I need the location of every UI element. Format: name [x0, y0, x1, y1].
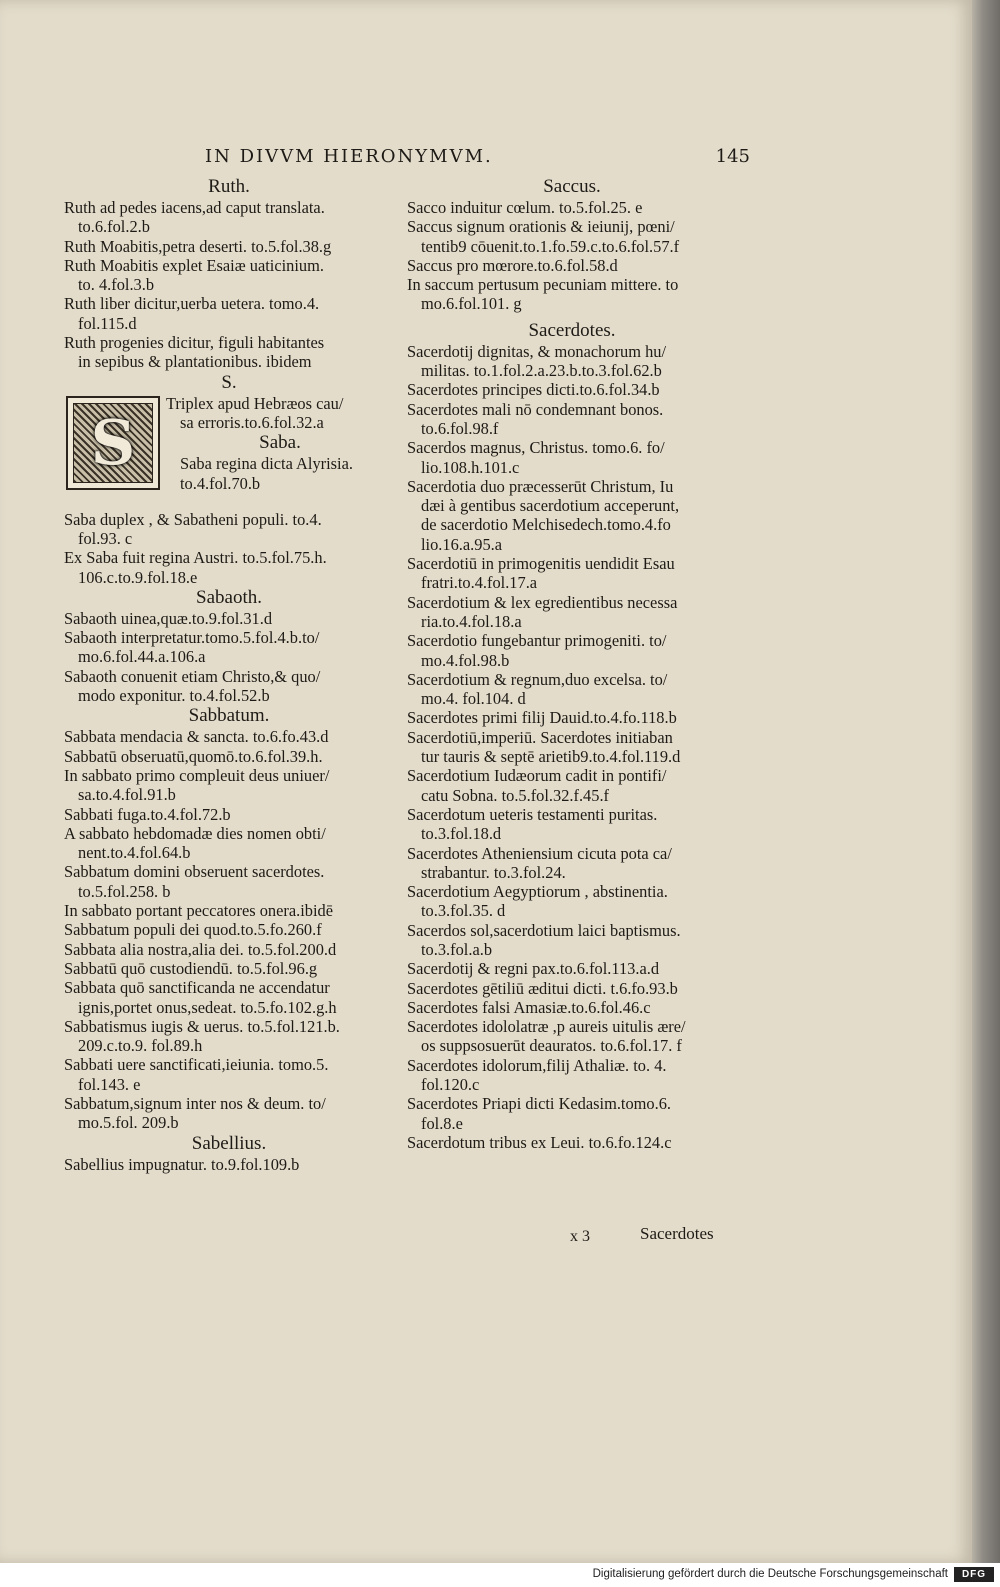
entry-continuation: fol.93. c — [78, 528, 133, 548]
entry-continuation: strabantur. to.3.fol.24. — [421, 862, 566, 882]
entry-line: Ruth progenies dicitur, figuli habitantes — [64, 333, 325, 353]
entry-line: Sacerdotes idololatræ ,p aureis uitulis ære/ — [407, 1017, 686, 1037]
index-entry — [64, 824, 394, 863]
index-entry — [407, 275, 737, 314]
index-entry — [407, 593, 737, 632]
entry-line: Sabbatū obseruatū,quomō.to.6.fol.39.h. — [64, 746, 323, 766]
entry-continuation: to.3.fol.18.d — [421, 824, 502, 844]
index-entry — [64, 294, 394, 333]
entry-continuation: lio.108.h.101.c — [421, 457, 520, 477]
drop-initial-text — [166, 394, 394, 493]
entries-saccus — [407, 198, 737, 314]
header-title: IN DIVVM HIERONYMVM. — [205, 146, 493, 167]
entry-continuation: to.3.fol.35. d — [421, 901, 506, 921]
index-entry — [407, 400, 737, 439]
entry-continuation: mo.6.fol.101. g — [421, 294, 522, 314]
entry-continuation: fratri.to.4.fol.17.a — [421, 573, 538, 593]
index-entry — [64, 940, 394, 959]
index-entry — [64, 862, 394, 901]
section-heading-saccus: Saccus. — [543, 176, 601, 197]
entries-sabbatum — [64, 727, 394, 1132]
entry-continuation: sa.to.4.fol.91.b — [78, 785, 176, 805]
entry-continuation: to. 4.fol.3.b — [78, 275, 155, 295]
entry-line: Saba duplex , & Sabatheni populi. to.4. — [64, 509, 322, 529]
decorated-initial — [66, 396, 160, 490]
index-entry — [64, 256, 394, 295]
entry-continuation: fol.8.e — [421, 1113, 463, 1133]
entry-line: Sacerdotium Iudæorum cadit in pontifi/ — [407, 766, 667, 786]
section-heading-sabbatum: Sabbatum. — [188, 705, 270, 727]
entry-line: Sabbatismus iugis & uerus. to.5.fol.121.b. — [64, 1016, 340, 1036]
index-entry — [407, 728, 737, 767]
entry-continuation: mo.4.fol.98.b — [421, 650, 510, 670]
section-heading-sacerdotes: Sacerdotes. — [528, 319, 616, 341]
index-entry — [407, 670, 737, 709]
index-entry — [407, 766, 737, 805]
index-entry — [407, 477, 737, 554]
entry-line: Ruth Moabitis explet Esaiæ uaticinium. — [64, 255, 324, 275]
entry-line: Sabaoth conuenit etiam Christo,& quo/ — [64, 666, 321, 686]
index-entry — [407, 882, 737, 921]
entry-line: Sabbata quō sanctificanda ne accendatur — [64, 978, 330, 998]
entry-line: Sacerdotum tribus ex Leui. to.6.fo.124.c — [407, 1132, 672, 1152]
entry-continuation: os suppsosuerūt deauratos. to.6.fol.17. f — [421, 1036, 682, 1056]
catchword: Sacerdotes — [640, 1224, 714, 1243]
dfg-logo: DFG — [954, 1567, 994, 1582]
entry-line: A sabbato hebdomadæ dies nomen obti/ — [64, 823, 326, 843]
entry-line: Sacerdotium & lex egredientibus necessa — [407, 592, 678, 612]
entry-continuation: lio.16.a.95.a — [421, 534, 503, 554]
index-entry — [407, 256, 737, 275]
section-heading-saba: Saba. — [259, 432, 301, 454]
entry-line: Ruth ad pedes iacens,ad caput translata. — [64, 198, 325, 217]
index-entry — [407, 198, 737, 217]
entry-line: Sabbatum domini obseruent sacerdotes. — [64, 862, 325, 882]
index-entry — [64, 667, 394, 706]
entry-continuation: to.6.fol.2.b — [78, 217, 150, 237]
index-entry — [407, 805, 737, 844]
entry-continuation: fol.120.c — [421, 1075, 480, 1095]
right-column — [407, 176, 737, 1152]
entry-line: Sacerdotium & regnum,duo excelsa. to/ — [407, 669, 668, 689]
entry-line: Sacerdos sol,sacerdotium laici baptismus. — [407, 920, 681, 940]
index-entry — [166, 454, 394, 493]
index-entry — [64, 978, 394, 1017]
index-entry — [64, 333, 394, 372]
entry-continuation: fol.143. e — [78, 1074, 141, 1094]
entry-continuation: ria.to.4.fol.18.a — [421, 611, 522, 631]
entry-line: Triplex apud Hebræos cau/ — [166, 393, 344, 413]
index-entry — [407, 1133, 737, 1152]
index-entry — [64, 609, 394, 628]
index-entry — [64, 237, 394, 256]
index-entry — [64, 766, 394, 805]
entry-continuation: mo.6.fol.44.a.106.a — [78, 647, 206, 667]
index-entry — [407, 979, 737, 998]
entry-continuation: to.4.fol.70.b — [180, 473, 261, 493]
left-column — [64, 176, 394, 1174]
entry-line: Sacerdotes Priapi dicti Kedasim.tomo.6. — [407, 1094, 672, 1114]
index-entry — [407, 844, 737, 883]
entry-line: Saccus signum orationis & ieiunij, pœni/ — [407, 217, 675, 237]
initial-letter: S — [90, 406, 136, 480]
index-entry — [407, 217, 737, 256]
entry-line: In sabbato primo compleuit deus uniuer/ — [64, 765, 330, 785]
entry-line: Sacerdotes mali nō condemnant bonos. — [407, 399, 664, 419]
entry-line: Sacerdotij dignitas, & monachorum hu/ — [407, 341, 667, 361]
entry-line: In saccum pertusum pecuniam mittere. to — [407, 275, 679, 295]
section-heading-sabaoth: Sabaoth. — [196, 586, 262, 608]
entry-continuation: to.6.fol.98.f — [421, 418, 499, 438]
index-entry — [407, 342, 737, 381]
index-entry — [64, 747, 394, 766]
index-entry — [407, 554, 737, 593]
index-entry — [64, 628, 394, 667]
entry-line: Sabbatum populi dei quod.to.5.fo.260.f — [64, 920, 322, 940]
digitization-credit — [0, 1563, 1000, 1587]
index-entry — [64, 805, 394, 824]
entry-line: Sabbatum,signum inter nos & deum. to/ — [64, 1093, 326, 1113]
entry-line: Sabaoth interpretatur.tomo.5.fol.4.b.to/ — [64, 628, 320, 648]
entry-saba-regina — [166, 454, 394, 493]
entry-line: Sacerdos magnus, Christus. tomo.6. fo/ — [407, 438, 665, 458]
entry-line: Sabbatū quō custodiendū. to.5.fol.96.g — [64, 958, 318, 978]
entry-line: Sacerdotij & regni pax.to.6.fol.113.a.d — [407, 959, 660, 979]
index-entry — [64, 1017, 394, 1056]
entry-line: Sacerdotio fungebantur primogeniti. to/ — [407, 631, 667, 651]
index-entry — [166, 394, 394, 433]
drop-initial-block — [64, 394, 394, 510]
page-number: 145 — [715, 146, 750, 167]
entry-line: Ruth liber dicitur,uerba uetera. tomo.4. — [64, 294, 320, 314]
entries-sabellius — [64, 1155, 394, 1174]
entry-line: Sacerdotia duo præcesserūt Christum, Iu — [407, 476, 674, 496]
entry-line: Sabaoth uinea,quæ.to.9.fol.31.d — [64, 608, 273, 628]
index-entry — [64, 727, 394, 746]
entry-continuation: modo exponitur. to.4.fol.52.b — [78, 686, 270, 706]
entry-continuation: tur tauris & septē arietib9.to.4.fol.119.d — [421, 747, 681, 767]
entry-continuation: tentib9 cōuenit.to.1.fo.59.c.to.6.fol.57.f — [421, 236, 680, 256]
entry-continuation: in sepibus & plantationibus. ibidem — [78, 352, 312, 372]
index-entry — [64, 901, 394, 920]
index-entry — [64, 510, 394, 549]
index-entry — [407, 708, 737, 727]
entry-line: Ruth Moabitis,petra deserti. to.5.fol.38.g — [64, 236, 332, 256]
index-entry — [64, 1155, 394, 1174]
section-heading-sabellius: Sabellius. — [191, 1132, 267, 1154]
signature-mark: x 3 — [570, 1228, 590, 1245]
entry-continuation: fol.115.d — [78, 313, 137, 333]
entry-continuation: to.3.fol.a.b — [421, 939, 493, 959]
entry-line: Sabbati fuga.to.4.fol.72.b — [64, 804, 231, 824]
entry-continuation: to.5.fol.258. b — [78, 881, 171, 901]
entry-continuation: dæi à gentibus sacerdotium acceperunt, — [421, 496, 680, 516]
entry-line: Sacerdotes primi filij Dauid.to.4.fo.118.b — [407, 708, 677, 728]
entry-continuation: mo.4. fol.104. d — [421, 689, 526, 709]
index-entry — [64, 198, 394, 237]
entry-continuation: militas. to.1.fol.2.a.23.b.to.3.fol.62.b — [421, 361, 662, 381]
entry-line: Sacco induitur cœlum. to.5.fol.25. e — [407, 198, 643, 217]
entries-ruth — [64, 198, 394, 372]
entry-line: In sabbato portant peccatores onera.ibidē — [64, 901, 333, 921]
entry-continuation: 106.c.to.9.fol.18.e — [78, 567, 198, 587]
entries-sabaoth — [64, 609, 394, 705]
entry-continuation: 209.c.to.9. fol.89.h — [78, 1036, 203, 1056]
letter-heading-s: S. — [221, 371, 237, 393]
index-entry — [407, 921, 737, 960]
index-entry — [407, 380, 737, 399]
entry-line: Sabellius impugnatur. to.9.fol.109.b — [64, 1154, 300, 1174]
entry-line: Saba regina dicta Alyrisia. — [180, 454, 353, 474]
index-entry — [64, 548, 394, 587]
index-entry — [407, 1056, 737, 1095]
entry-line: Sacerdotium Aegyptiorum , abstinentia. — [407, 882, 668, 902]
running-header — [205, 146, 750, 172]
index-entry — [407, 1094, 737, 1133]
entry-continuation: ignis,portet onus,sedeat. to.5.fo.102.g.h — [78, 997, 337, 1017]
entry-line: Sacerdotes principes dicti.to.6.fol.34.b — [407, 380, 660, 400]
index-entry — [407, 631, 737, 670]
entries-sacerdotes — [407, 342, 737, 1152]
entry-line: Sacerdotum ueteris testamenti puritas. — [407, 804, 658, 824]
entry-line: Sabbata mendacia & sancta. to.6.fo.43.d — [64, 727, 329, 747]
section-heading-ruth: Ruth. — [208, 176, 250, 197]
entry-line: Sabbati uere sanctificati,ieiunia. tomo.5. — [64, 1055, 329, 1075]
entry-line: Sacerdotes idolorum,filij Athaliæ. to. 4. — [407, 1055, 667, 1075]
index-entry — [407, 1017, 737, 1056]
entry-triplex — [166, 394, 394, 433]
index-entry — [407, 959, 737, 978]
index-entry — [64, 959, 394, 978]
index-entry — [64, 1055, 394, 1094]
entry-line: Sabbata alia nostra,alia dei. to.5.fol.200.d — [64, 939, 337, 959]
index-entry — [64, 920, 394, 939]
entry-continuation: mo.5.fol. 209.b — [78, 1113, 179, 1133]
index-entry — [64, 1094, 394, 1133]
entry-line: Sacerdotiū,imperiū. Sacerdotes initiaban — [407, 727, 673, 747]
index-entry — [407, 438, 737, 477]
entry-line: Ex Saba fuit regina Austri. to.5.fol.75.h. — [64, 548, 327, 568]
entry-line: Sacerdotes Atheniensium cicuta pota ca/ — [407, 843, 672, 863]
entry-continuation: sa erroris.to.6.fol.32.a — [180, 412, 324, 432]
index-entry — [407, 998, 737, 1017]
entry-continuation: catu Sobna. to.5.fol.32.f.45.f — [421, 785, 610, 805]
entries-saba — [64, 510, 394, 587]
entry-line: Saccus pro mœrore.to.6.fol.58.d — [407, 255, 618, 275]
entry-line: Sacerdotes gētiliū æditui dicti. t.6.fo.93.b — [407, 978, 678, 998]
entry-continuation: nent.to.4.fol.64.b — [78, 843, 191, 863]
entry-continuation: de sacerdotio Melchisedech.tomo.4.fo — [421, 515, 671, 535]
page-edge-shadow — [972, 0, 1000, 1563]
entry-line: Sacerdotiū in primogenitis uendidit Esau — [407, 554, 675, 574]
credit-text: Digitalisierung gefördert durch die Deutsche Forschungsgemeinschaft — [592, 1568, 948, 1580]
entry-line: Sacerdotes falsi Amasiæ.to.6.fol.46.c — [407, 997, 651, 1017]
